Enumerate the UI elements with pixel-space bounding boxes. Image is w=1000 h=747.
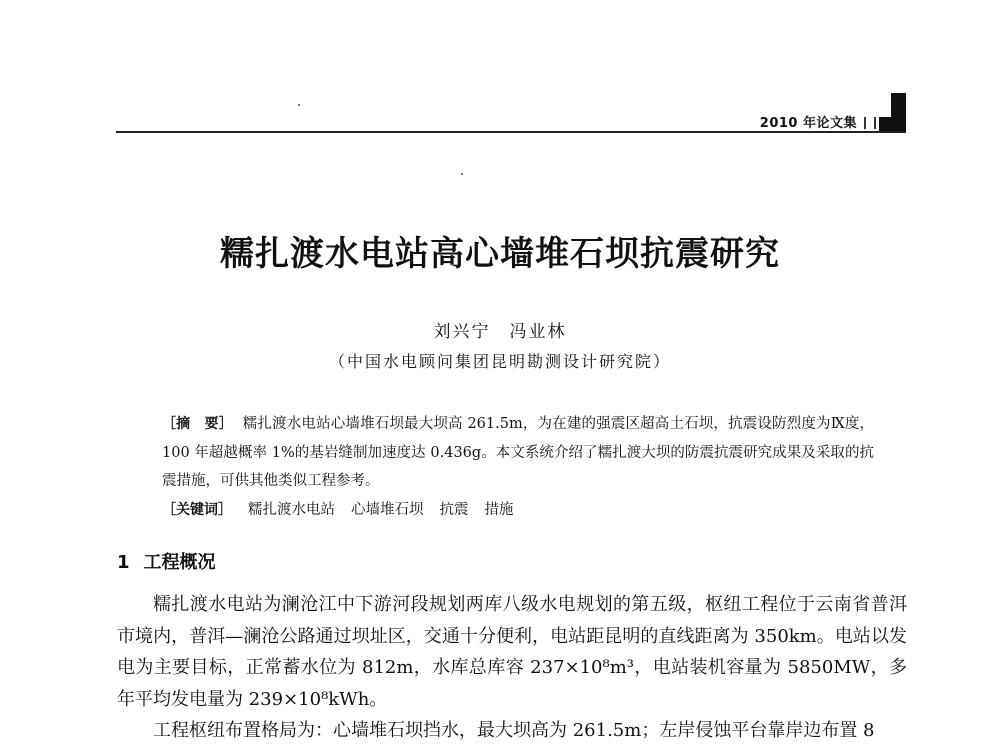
abstract-paragraph [162,410,874,496]
header-mark-icon [864,112,892,130]
scan-speck [461,173,463,175]
abstract-block [162,410,874,524]
paper-authors: 刘兴宁 冯业林 [433,322,567,342]
keywords-label: ［关键词］ [162,501,232,518]
keyword: 心墙堆石坝 [351,501,424,518]
keyword: 措施 [484,501,514,518]
journal-header-label: 2010 年论文集 [759,116,857,131]
keyword: 抗震 [439,501,469,518]
scan-speck [298,104,300,106]
keywords-line [162,496,874,525]
paper-affiliation: （中国水电顾问集团昆明勘测设计研究院） [328,352,671,371]
header-rule [116,131,906,133]
section-number: 1 [117,552,130,573]
section-heading [117,548,216,574]
abstract-label: ［摘 要］ [162,416,233,432]
section-body [117,589,907,747]
abstract-text: 糯扎渡水电站心墙堆石坝最大坝高 261.5m，为在建的强震区超高土石坝，抗震设防烈度为Ⅸ度，100 年超越概率 1%的基岩缝制加速度达 0.436g。本文系统介绍了糯扎渡大坝的防震抗震研究成果及采取的抗震措施，可供其他类似工程参考。 [162,416,874,489]
paper-title: 糯扎渡水电站高心墙堆石坝抗震研究 [220,234,780,274]
page-edge-bar [891,93,906,133]
section-title: 工程概况 [143,552,216,573]
keyword: 糯扎渡水电站 [248,501,335,518]
body-paragraph: 工程枢纽布置格局为：心墙堆石坝挡水，最大坝高为 261.5m；左岸侵蚀平台靠岸边布置 8 [153,720,875,741]
body-paragraph: 糯扎渡水电站为澜沧江中下游河段规划两库八级水电规划的第五级，枢纽工程位于云南省普洱市境内，普洱—澜沧公路通过坝址区，交通十分便利，电站距昆明的直线距离为 350km。电站以发电为主要目标，正常蓄水位为 812m，水库总库容 237×10⁸m³，电站装机容量为 5850MW，多年平均发电量为 239×10⁸kWh。 [117,594,907,710]
